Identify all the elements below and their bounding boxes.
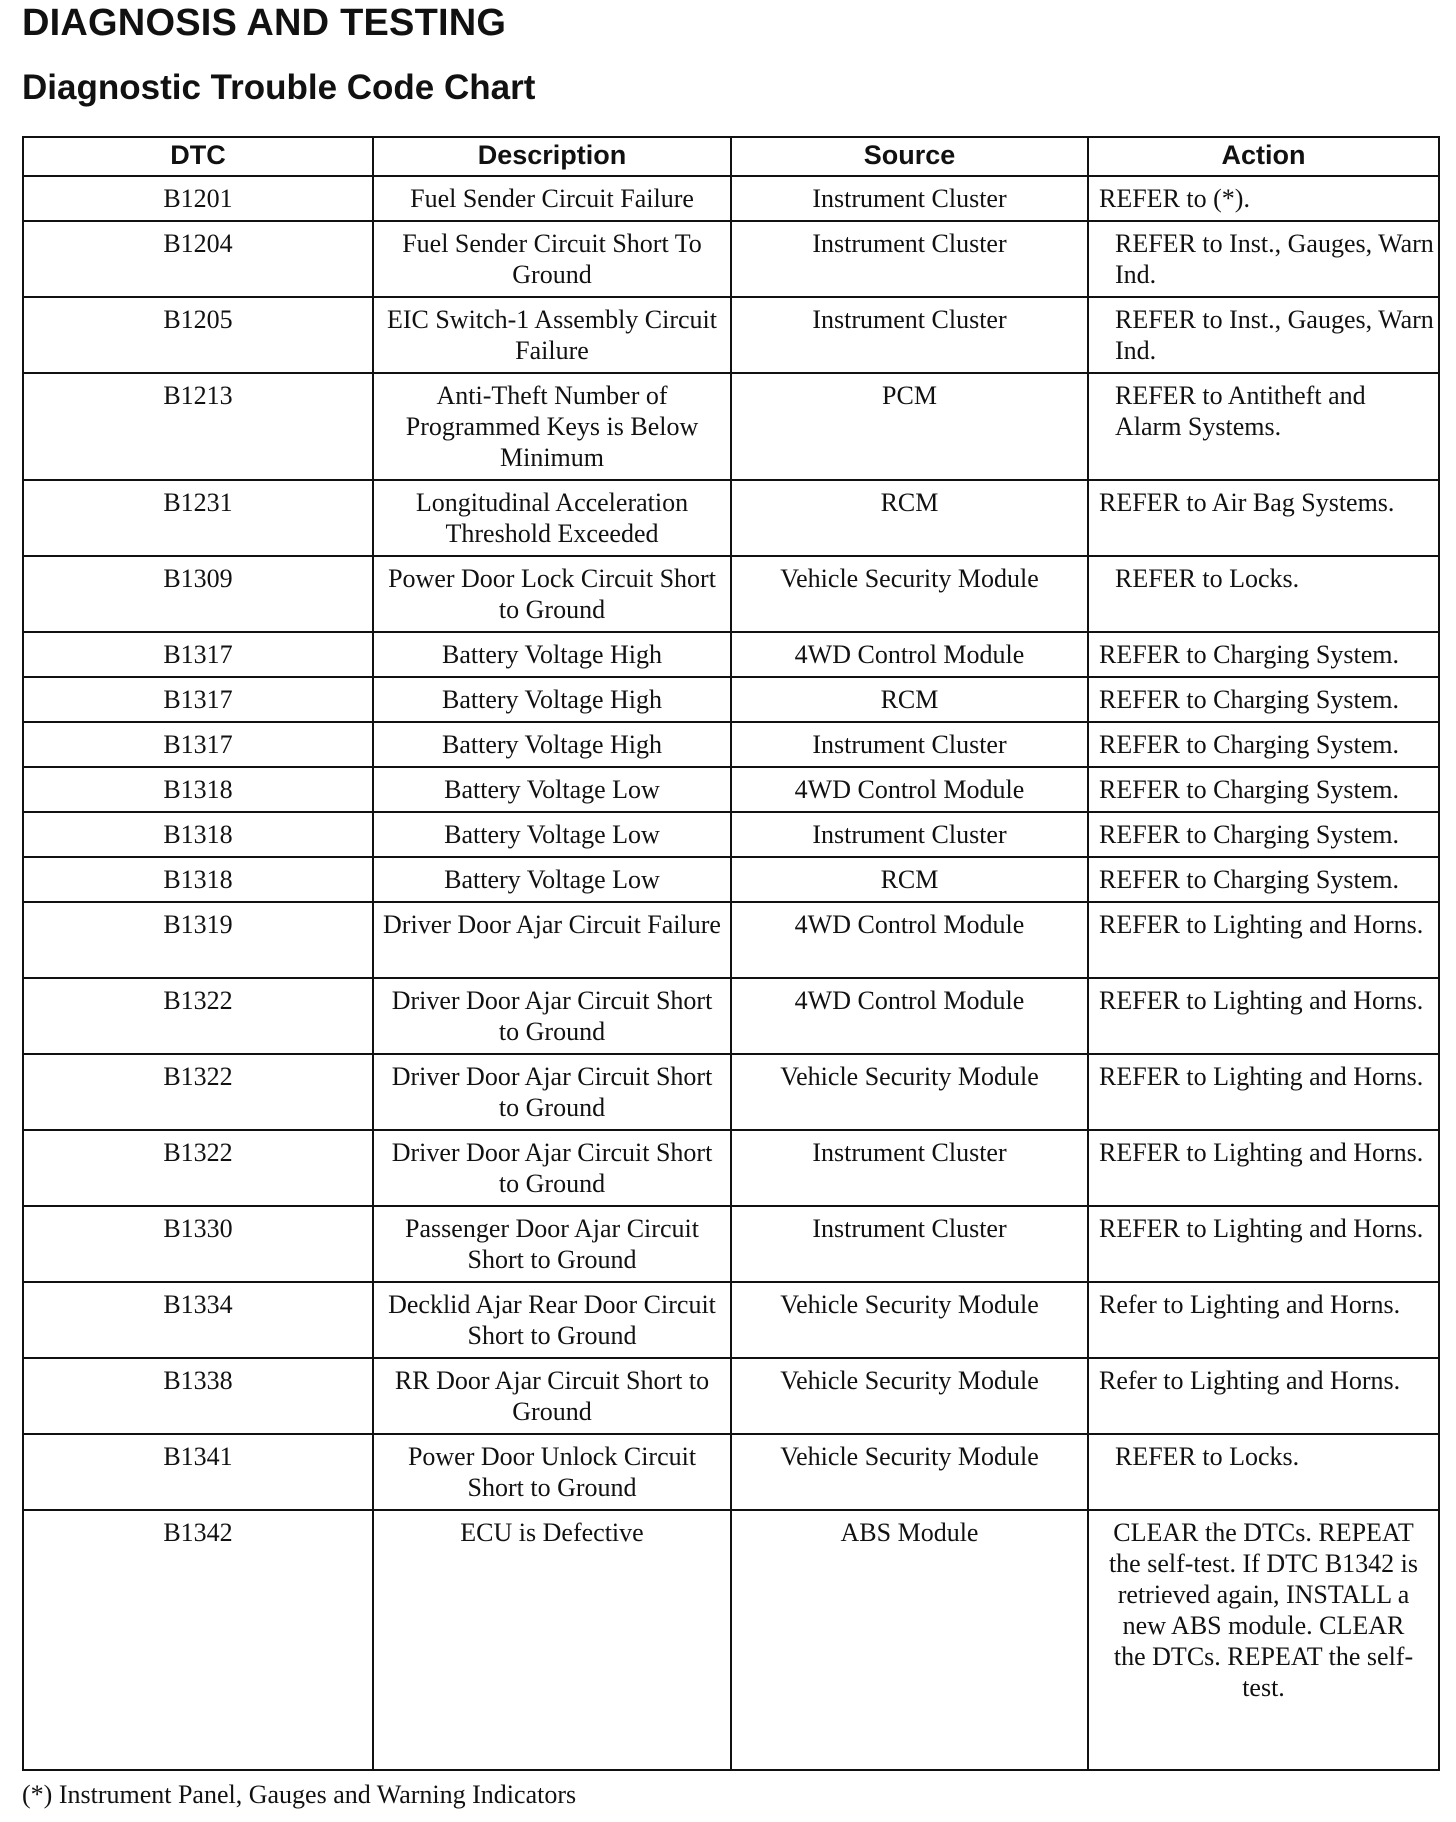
description-cell: Driver Door Ajar Circuit Short to Ground: [373, 1130, 731, 1206]
source-cell: Vehicle Security Module: [731, 1054, 1088, 1130]
table-row: [23, 1054, 1439, 1130]
source-cell: Instrument Cluster: [731, 722, 1088, 767]
column-header-action: Action: [1088, 137, 1439, 176]
footnote: (*) Instrument Panel, Gauges and Warning Indicators: [22, 1780, 577, 1809]
table-row: [23, 857, 1439, 902]
table-row: [23, 632, 1439, 677]
description-cell: Driver Door Ajar Circuit Short to Ground: [373, 1054, 731, 1130]
column-header-description: Description: [373, 137, 731, 176]
action-cell: Refer to Lighting and Horns.: [1088, 1282, 1439, 1358]
action-cell: REFER to Charging System.: [1088, 632, 1439, 677]
description-cell: Longitudinal Acceleration Threshold Exceeded: [373, 480, 731, 556]
action-cell: CLEAR the DTCs. REPEAT the self-test. If DTC B1342 is retrieved again, INSTALL a new ABS module. CLEAR the DTCs. REPEAT the self-test.: [1088, 1510, 1439, 1770]
source-cell: 4WD Control Module: [731, 767, 1088, 812]
table-row: [23, 1434, 1439, 1510]
dtc-cell: B1322: [23, 1054, 373, 1130]
table-row: [23, 902, 1439, 978]
description-cell: EIC Switch-1 Assembly Circuit Failure: [373, 297, 731, 373]
description-cell: Power Door Unlock Circuit Short to Ground: [373, 1434, 731, 1510]
dtc-cell: B1309: [23, 556, 373, 632]
dtc-cell: B1204: [23, 221, 373, 297]
description-cell: RR Door Ajar Circuit Short to Ground: [373, 1358, 731, 1434]
source-cell: Vehicle Security Module: [731, 1282, 1088, 1358]
source-cell: 4WD Control Module: [731, 978, 1088, 1054]
description-cell: Battery Voltage High: [373, 677, 731, 722]
table-row: [23, 480, 1439, 556]
action-cell: REFER to Lighting and Horns.: [1088, 902, 1439, 978]
source-cell: Instrument Cluster: [731, 1130, 1088, 1206]
table-row: [23, 978, 1439, 1054]
action-cell: REFER to Locks.: [1088, 556, 1439, 632]
column-header-dtc: DTC: [23, 137, 373, 176]
source-cell: 4WD Control Module: [731, 632, 1088, 677]
table-row: [23, 1282, 1439, 1358]
action-cell: REFER to (*).: [1088, 176, 1439, 221]
source-cell: Instrument Cluster: [731, 812, 1088, 857]
action-cell: REFER to Charging System.: [1088, 857, 1439, 902]
source-cell: Vehicle Security Module: [731, 556, 1088, 632]
source-cell: Instrument Cluster: [731, 221, 1088, 297]
table-row: [23, 556, 1439, 632]
table-row: [23, 297, 1439, 373]
table-row: [23, 221, 1439, 297]
action-cell: REFER to Air Bag Systems.: [1088, 480, 1439, 556]
source-cell: Vehicle Security Module: [731, 1358, 1088, 1434]
action-cell: REFER to Lighting and Horns.: [1088, 1130, 1439, 1206]
dtc-cell: B1338: [23, 1358, 373, 1434]
description-cell: Anti-Theft Number of Programmed Keys is Below Minimum: [373, 373, 731, 480]
source-cell: Instrument Cluster: [731, 297, 1088, 373]
action-cell: REFER to Lighting and Horns.: [1088, 978, 1439, 1054]
description-cell: Decklid Ajar Rear Door Circuit Short to Ground: [373, 1282, 731, 1358]
source-cell: ABS Module: [731, 1510, 1088, 1770]
dtc-cell: B1319: [23, 902, 373, 978]
action-cell: REFER to Inst., Gauges, Warn Ind.: [1088, 297, 1439, 373]
dtc-cell: B1201: [23, 176, 373, 221]
dtc-cell: B1322: [23, 978, 373, 1054]
dtc-cell: B1213: [23, 373, 373, 480]
dtc-cell: B1341: [23, 1434, 373, 1510]
action-cell: REFER to Lighting and Horns.: [1088, 1206, 1439, 1282]
table-row: [23, 373, 1439, 480]
description-cell: Power Door Lock Circuit Short to Ground: [373, 556, 731, 632]
description-cell: ECU is Defective: [373, 1510, 731, 1770]
chart-title: Diagnostic Trouble Code Chart: [22, 68, 536, 107]
dtc-cell: B1317: [23, 722, 373, 767]
action-cell: REFER to Charging System.: [1088, 677, 1439, 722]
action-cell: REFER to Charging System.: [1088, 767, 1439, 812]
dtc-cell: B1318: [23, 767, 373, 812]
table-row: [23, 677, 1439, 722]
action-cell: REFER to Charging System.: [1088, 812, 1439, 857]
column-header-source: Source: [731, 137, 1088, 176]
page-title: DIAGNOSIS AND TESTING: [22, 2, 507, 44]
dtc-cell: B1318: [23, 857, 373, 902]
table-row: [23, 1510, 1439, 1770]
source-cell: PCM: [731, 373, 1088, 480]
source-cell: RCM: [731, 677, 1088, 722]
description-cell: Battery Voltage High: [373, 722, 731, 767]
action-cell: REFER to Antitheft and Alarm Systems.: [1088, 373, 1439, 480]
source-cell: Vehicle Security Module: [731, 1434, 1088, 1510]
source-cell: RCM: [731, 857, 1088, 902]
table-header-row: [23, 137, 1439, 176]
description-cell: Battery Voltage High: [373, 632, 731, 677]
table-row: [23, 1206, 1439, 1282]
description-cell: Battery Voltage Low: [373, 857, 731, 902]
action-cell: REFER to Locks.: [1088, 1434, 1439, 1510]
dtc-cell: B1231: [23, 480, 373, 556]
dtc-cell: B1317: [23, 677, 373, 722]
description-cell: Battery Voltage Low: [373, 812, 731, 857]
dtc-table: [22, 136, 1440, 1771]
table-row: [23, 767, 1439, 812]
table-row: [23, 1130, 1439, 1206]
table-row: [23, 176, 1439, 221]
source-cell: Instrument Cluster: [731, 176, 1088, 221]
source-cell: 4WD Control Module: [731, 902, 1088, 978]
description-cell: Driver Door Ajar Circuit Short to Ground: [373, 978, 731, 1054]
description-cell: Driver Door Ajar Circuit Failure: [373, 902, 731, 978]
dtc-cell: B1330: [23, 1206, 373, 1282]
source-cell: RCM: [731, 480, 1088, 556]
action-cell: Refer to Lighting and Horns.: [1088, 1358, 1439, 1434]
table-row: [23, 1358, 1439, 1434]
dtc-cell: B1342: [23, 1510, 373, 1770]
dtc-cell: B1334: [23, 1282, 373, 1358]
dtc-cell: B1317: [23, 632, 373, 677]
source-cell: Instrument Cluster: [731, 1206, 1088, 1282]
description-cell: Passenger Door Ajar Circuit Short to Ground: [373, 1206, 731, 1282]
action-cell: REFER to Inst., Gauges, Warn Ind.: [1088, 221, 1439, 297]
dtc-cell: B1205: [23, 297, 373, 373]
description-cell: Fuel Sender Circuit Failure: [373, 176, 731, 221]
action-cell: REFER to Lighting and Horns.: [1088, 1054, 1439, 1130]
dtc-cell: B1318: [23, 812, 373, 857]
table-row: [23, 722, 1439, 767]
table-row: [23, 812, 1439, 857]
description-cell: Fuel Sender Circuit Short To Ground: [373, 221, 731, 297]
dtc-cell: B1322: [23, 1130, 373, 1206]
action-cell: REFER to Charging System.: [1088, 722, 1439, 767]
description-cell: Battery Voltage Low: [373, 767, 731, 812]
